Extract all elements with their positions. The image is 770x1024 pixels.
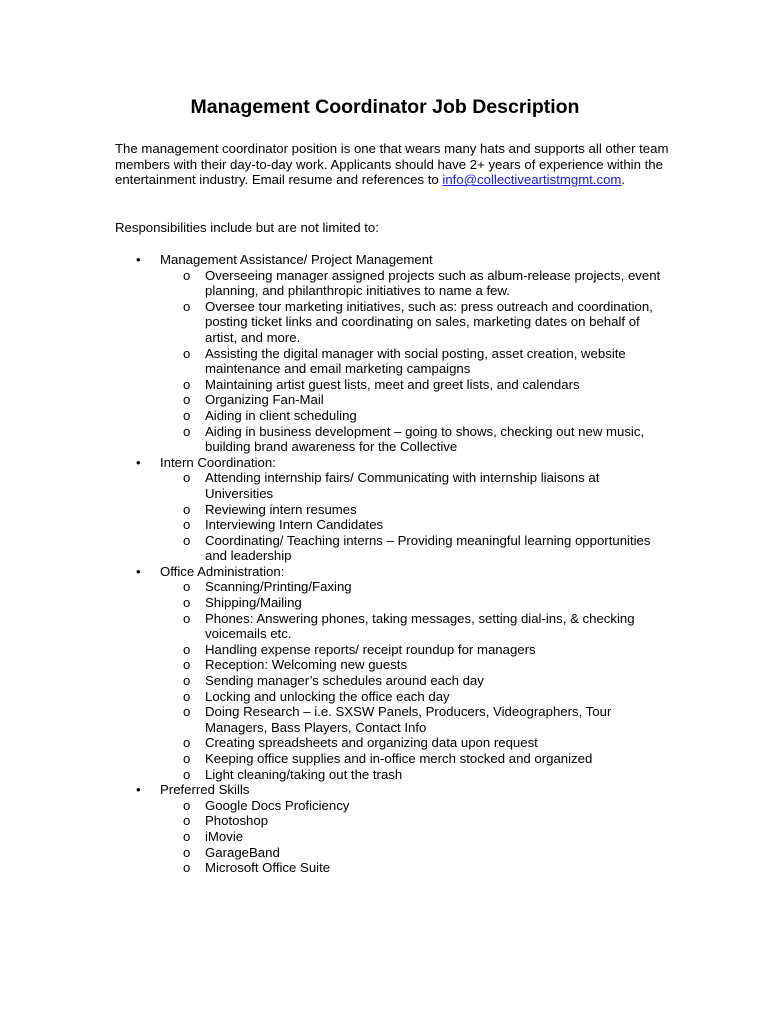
section-heading (0, 252, 770, 268)
sub-bullet-marker: o (183, 688, 191, 704)
list-item-text: Keeping office supplies and in-office merch stocked and organized (205, 751, 593, 766)
list-item-text: Shipping/Mailing (205, 595, 302, 611)
sub-bullet-marker: o (183, 501, 191, 517)
sub-bullet-marker: o (183, 470, 191, 486)
list-item-text: iMovie (205, 828, 244, 844)
section-heading-text: Office Administration: (160, 563, 285, 579)
list-item (0, 798, 770, 814)
list-item (0, 299, 770, 346)
list-item-text: Google Docs Proficiency (205, 797, 350, 813)
list-item-text: Aiding in business development – going to shows, checking out new music, building brand awareness for the Collective (205, 423, 645, 455)
list-item (0, 813, 770, 829)
section (0, 455, 770, 564)
email-link[interactable]: info@collectiveartistmgmt.com (442, 172, 622, 188)
list-item-text: Oversee tour marketing initiatives, such as: press outreach and coordination, posting ticket links and coordinating on sales, marketing dates on behalf of artist, and more. (205, 298, 653, 345)
list-item (0, 502, 770, 518)
list-item (0, 704, 770, 735)
sub-bullet-marker: o (183, 797, 191, 813)
sub-bullet-marker: o (183, 813, 191, 829)
list-item-text: Reviewing intern resumes (205, 501, 357, 517)
list-item (0, 517, 770, 533)
list-item-text: Interviewing Intern Candidates (205, 517, 384, 533)
list-item-text: Coordinating/ Teaching interns – Providing meaningful learning opportunities and leadership (205, 532, 651, 564)
list-item-text: Maintaining artist guest lists, meet and greet lists, and calendars (205, 376, 580, 392)
list-item-text: Photoshop (205, 813, 269, 829)
list-item (0, 268, 770, 299)
list-item (0, 829, 770, 845)
sub-bullet-marker: o (183, 595, 191, 611)
sub-bullet-marker: o (183, 735, 191, 751)
sub-bullet-marker: o (183, 517, 191, 533)
list-item-text: Light cleaning/taking out the trash (205, 766, 403, 782)
list-item-text: Microsoft Office Suite (205, 860, 331, 876)
section (0, 564, 770, 782)
list-item (0, 533, 770, 564)
responsibilities-list (0, 252, 770, 876)
bullet-marker: • (136, 563, 141, 579)
sub-bullet-marker: o (183, 579, 191, 595)
sub-bullet-marker: o (183, 704, 191, 720)
list-item (0, 642, 770, 658)
section-heading (0, 455, 770, 471)
sub-bullet-marker: o (183, 844, 191, 860)
list-item (0, 735, 770, 751)
bullet-marker: • (136, 252, 141, 267)
list-item (0, 377, 770, 393)
sub-bullet-marker: o (183, 376, 191, 392)
list-item-text: Locking and unlocking the office each day (205, 688, 450, 704)
sub-bullet-marker: o (183, 641, 191, 657)
sub-bullet-marker: o (183, 532, 191, 548)
list-item (0, 751, 770, 767)
sub-bullet-marker: o (183, 423, 191, 439)
sub-bullet-marker: o (183, 267, 191, 283)
list-item (0, 470, 770, 501)
bullet-marker: • (136, 782, 141, 798)
page-title: Management Coordinator Job Description (190, 96, 580, 118)
list-item (0, 408, 770, 424)
list-item-text: Reception: Welcoming new guests (205, 657, 408, 673)
sub-bullet-marker: o (183, 766, 191, 782)
section-heading (0, 564, 770, 580)
list-item (0, 657, 770, 673)
list-item (0, 579, 770, 595)
list-item (0, 689, 770, 705)
section (0, 782, 770, 876)
list-item-text: Attending internship fairs/ Communicating with internship liaisons at Universities (205, 470, 600, 501)
list-item-text: Phones: Answering phones, taking messages, setting dial-ins, & checking voicemails etc. (205, 610, 635, 642)
list-item (0, 860, 770, 876)
section (0, 252, 770, 455)
sub-bullet-marker: o (183, 860, 191, 876)
sub-bullet-marker: o (183, 610, 191, 626)
intro-text: The management coordinator position is one that wears many hats and supports all other team members with their day-to-day work. Applicants should have 2+ years of experience within the entertainment industry. Email resume and references to (115, 141, 669, 188)
intro-paragraph (115, 141, 675, 188)
list-item-text: Overseeing manager assigned projects such as album-release projects, event planning, and philanthropic initiatives to name a few. (205, 267, 661, 299)
sub-bullet-marker: o (183, 298, 191, 314)
sub-bullet-marker: o (183, 673, 191, 689)
section-heading (0, 782, 770, 798)
list-item (0, 595, 770, 611)
sub-bullet-marker: o (183, 407, 191, 423)
list-item (0, 392, 770, 408)
list-item-text: Organizing Fan-Mail (205, 392, 324, 408)
list-item-text: Handling expense reports/ receipt roundup for managers (205, 641, 536, 657)
list-item (0, 611, 770, 642)
sub-bullet-marker: o (183, 345, 191, 361)
list-item-text: Doing Research – i.e. SXSW Panels, Producers, Videographers, Tour Managers, Bass Players, Contact Info (205, 704, 612, 735)
sub-bullet-marker: o (183, 392, 191, 408)
section-heading-text: Management Assistance/ Project Management (160, 252, 433, 267)
intro-end: . (621, 172, 626, 188)
section-heading-text: Intern Coordination: (160, 454, 276, 470)
sub-bullet-marker: o (183, 828, 191, 844)
sub-bullet-marker: o (183, 657, 191, 673)
list-item-text: Creating spreadsheets and organizing data upon request (205, 735, 538, 751)
bullet-marker: • (136, 454, 141, 470)
section-heading-text: Preferred Skills (160, 782, 250, 798)
sub-bullet-marker: o (183, 751, 191, 766)
list-item (0, 673, 770, 689)
list-item-text: Sending manager’s schedules around each day (205, 673, 484, 689)
list-item (0, 767, 770, 783)
list-item-text: Assisting the digital manager with social posting, asset creation, website maintenance and email marketing campaigns (205, 345, 626, 377)
responsibilities-intro: Responsibilities include but are not limited to: (115, 220, 379, 235)
list-item (0, 346, 770, 377)
list-item-text: Scanning/Printing/Faxing (205, 579, 352, 595)
list-item-text: GarageBand (205, 844, 280, 860)
list-item-text: Aiding in client scheduling (205, 407, 357, 423)
list-item (0, 845, 770, 861)
list-item (0, 424, 770, 455)
